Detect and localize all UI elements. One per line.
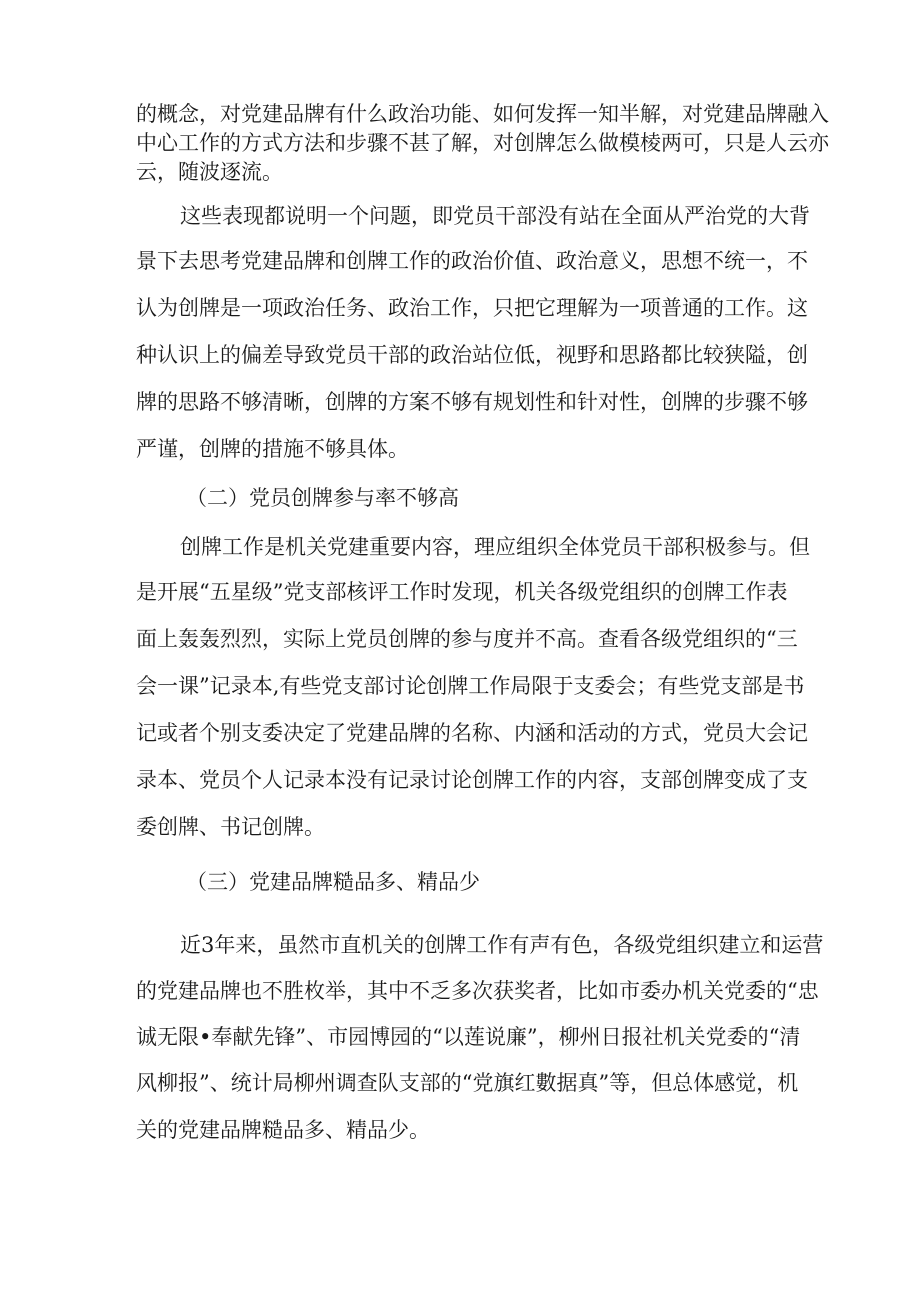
paragraph-1-line-3: 云，随波逐流。: [136, 160, 283, 184]
paragraph-4-line-3: 诚无限•奉献先锋”、市园博园的“以莲说廉”，柳州日报社机关党委的“清: [136, 1025, 801, 1049]
paragraph-4-line-1: 近3年来，虽然市直机关的创牌工作有声有色，各级党组织建立和运营: [180, 933, 824, 957]
paragraph-2-line-5: 牌的思路不够清晰，创牌的方案不够有规划性和针对性，创牌的步骤不够: [136, 390, 808, 414]
paragraph-3-line-2: 是开展“五星级”党支部核评工作时发现，机关各级党组织的创牌工作表: [136, 580, 788, 604]
paragraph-2-line-1: 这些表现都说明一个问题，即党员干部没有站在全面从严治党的大背: [180, 204, 810, 228]
paragraph-2-line-3: 认为创牌是一项政治任务、政治工作，只把它理解为一项普通的工作。这: [136, 296, 808, 320]
paragraph-2-line-2: 景下去思考党建品牌和创牌工作的政治价值、政治意义，思想不统一，不: [136, 249, 808, 273]
paragraph-1-line-1: 的概念，对党建品牌有什么政治功能、如何发挥一知半解，对党建品牌融入: [136, 102, 829, 126]
paragraph-3-line-5: 记或者个别支委决定了党建品牌的名称、内涵和活动的方式，党员大会记: [136, 721, 808, 745]
paragraph-3-line-4: 会一课”记录本,有些党支部讨论创牌工作局限于支委会；有些党支部是书: [136, 674, 805, 698]
paragraph-3-line-1: 创牌工作是机关党建重要内容，理应组织全体党员干部积极参与。但: [180, 535, 810, 559]
paragraph-3-line-3: 面上轰轰烈烈，实际上党员创牌的参与度并不高。查看各级党组织的“三: [136, 627, 798, 651]
paragraph-1-line-2: 中心工作的方式方法和步骤不甚了解，对创牌怎么做模棱两可，只是人云亦: [136, 131, 829, 155]
paragraph-4-line-4: 风柳报”、统计局柳州调查队支部的“党旗红數据真”等，但总体感觉，机: [136, 1071, 799, 1095]
paragraph-3-line-6: 录本、党员个人记录本没有记录讨论创牌工作的内容，支部创牌变成了支: [136, 768, 808, 792]
section-heading-2: （二）党员创牌参与率不够高: [186, 486, 459, 510]
paragraph-3-line-7: 委创牌、书记创牌。: [136, 815, 325, 839]
paragraph-4-line-5: 关的党建品牌糙品多、精品少。: [136, 1118, 430, 1142]
section-heading-3: （三）党建品牌糙品多、精品少: [186, 870, 480, 894]
paragraph-2-line-4: 种认识上的偏差导致党员干部的政治站位低，视野和思路都比较狭隘，创: [136, 343, 808, 367]
paragraph-4-line-2: 的党建品牌也不胜枚举，其中不乏多次获奖者，比如市委办机关党委的“忠: [136, 979, 819, 1003]
paragraph-2-line-6: 严谨，创牌的措施不够具体。: [136, 437, 409, 461]
